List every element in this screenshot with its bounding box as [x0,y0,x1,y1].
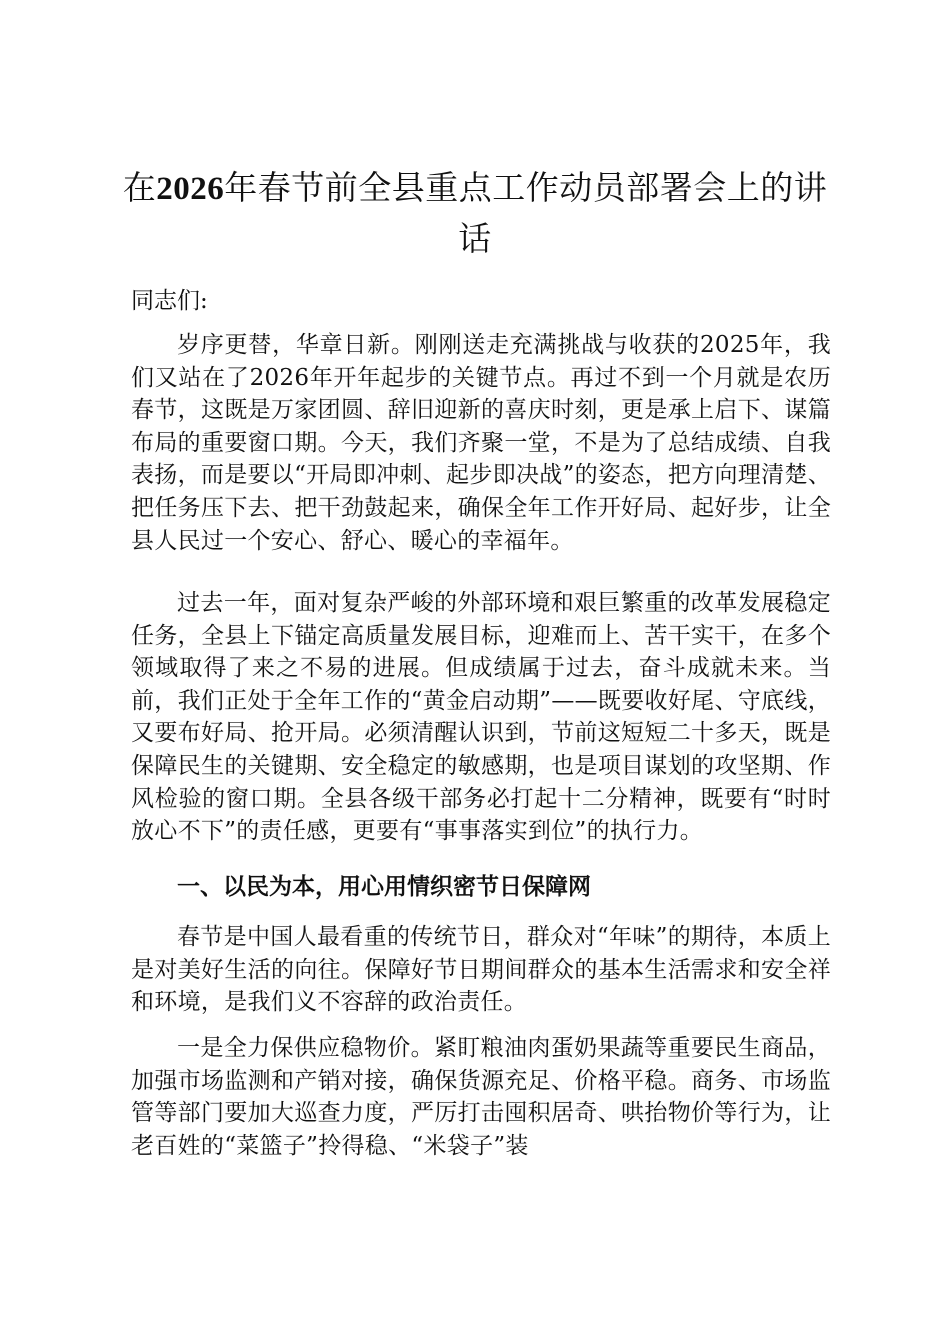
title-prefix: 在 [122,168,157,207]
section-heading-1: 一、以民为本，用心用情织密节日保障网 [177,874,591,900]
paragraph-review: 过去一年，面对复杂严峻的外部环境和艰巨繁重的改革发展稳定任务，全县上下锚定高质量发展目标，迎难而上、苦干实干，在多个领域取得了来之不易的进展。但成绩属于过去，奋斗成就未来。当前，我们正处于全年工作的“黄金启动期”——既要收好尾、守底线，又要布好局、抢开局。必须清醒认识到，节前这短短二十多天，既是保障民生的关键期、安全稳定的敏感期，也是项目谋划的攻坚期、作风检验的窗口期。全县各级干部务必打起十二分精神，既要有“时时放心不下”的责任感，更要有“事事落实到位”的执行力。 [131,590,831,845]
salutation: 同志们: [131,288,208,314]
title-suffix: 年春节前全县重点工作动员部署会上的讲话 [224,168,828,258]
title-year: 2026 [156,171,225,207]
paragraph-section-intro: 春节是中国人最看重的传统节日，群众对“年味”的期待，本质上是对美好生活的向往。保障好节日期间群众的基本生活需求和安全祥和环境，是我们义不容辞的政治责任。 [131,924,831,1016]
document-title [120,163,830,264]
paragraph-opening: 岁序更替，华章日新。刚刚送走充满挑战与收获的2025年，我们又站在了2026年开年起步的关键节点。再过不到一个月就是农历春节，这既是万家团圆、辞旧迎新的喜庆时刻，更是承上启下、谋篇布局的重要窗口期。今天，我们齐聚一堂，不是为了总结成绩、自我表扬，而是要以“开局即冲刺、起步即决战”的姿态，把方向理清楚、把任务压下去、把干劲鼓起来，确保全年工作开好局、起好步，让全县人民过一个安心、舒心、暖心的幸福年。 [131,332,831,554]
paragraph-supply-prices: 一是全力保供应稳物价。紧盯粮油肉蛋奶果蔬等重要民生商品，加强市场监测和产销对接，确保货源充足、价格平稳。商务、市场监管等部门要加大巡查力度，严厉打击囤积居奇、哄抬物价等行为，让老百姓的“菜篮子”拎得稳、“米袋子”装 [131,1035,831,1159]
